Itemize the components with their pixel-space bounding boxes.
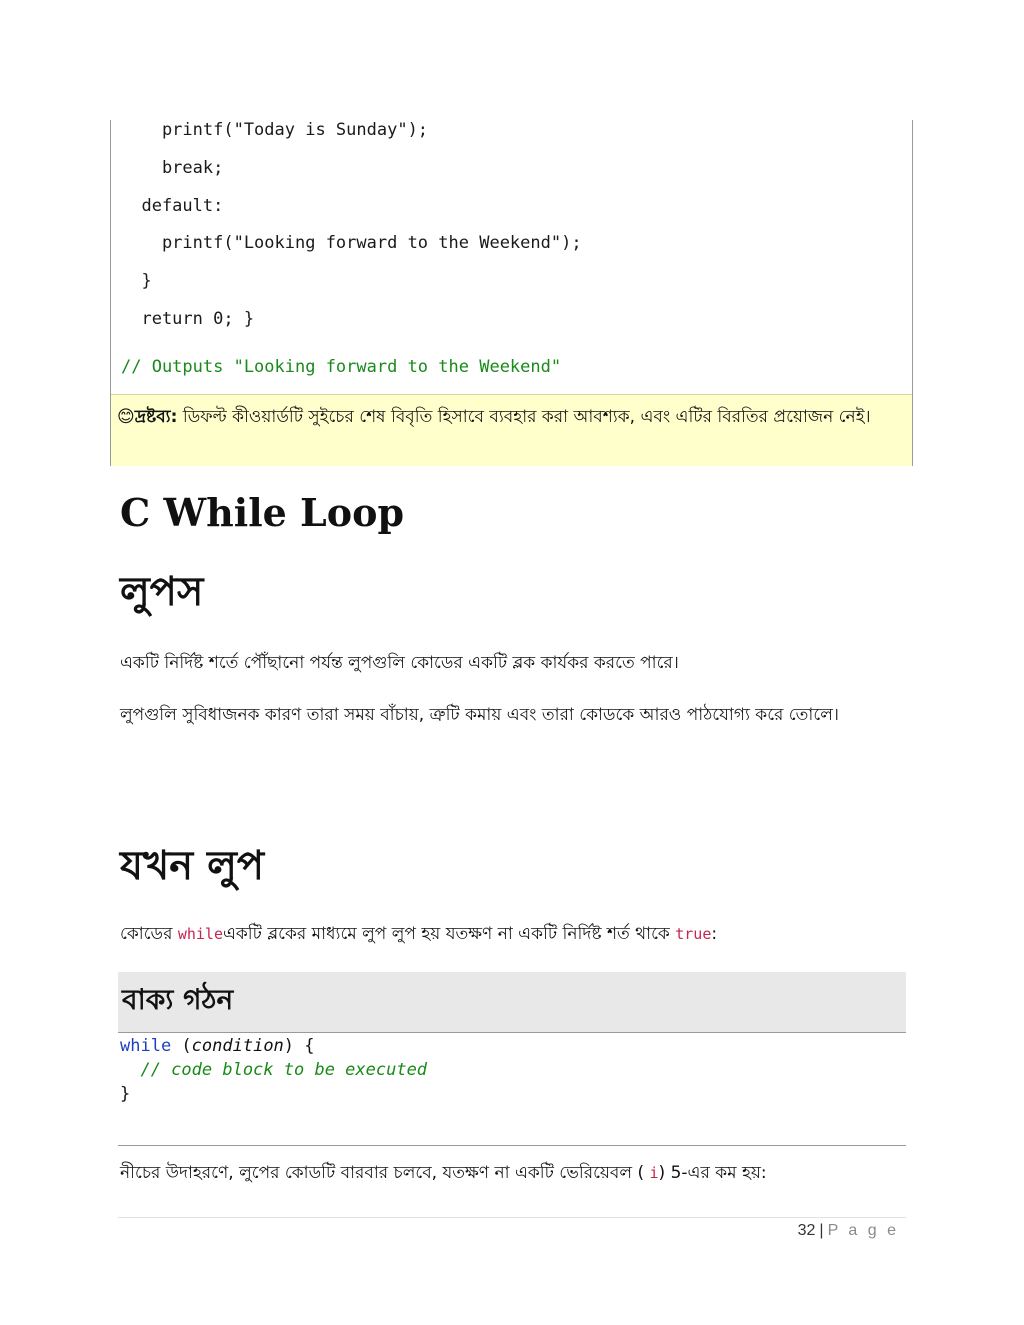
- code-line: printf("Today is Sunday");: [121, 120, 429, 140]
- syntax-comment: // code block to be executed: [120, 1060, 428, 1080]
- heading-while-loop: যখন লুপ: [120, 843, 265, 889]
- page-label: P a g e: [827, 1222, 899, 1239]
- page-footer: [798, 1222, 899, 1240]
- syntax-close-paren: ) {: [283, 1036, 315, 1056]
- example-pre: নীচের উদাহরণে, লুপের কোডটি বারবার চলবে, যতক্ষণ না একটি ভেরিয়েবল (: [120, 1163, 650, 1183]
- syntax-open-paren: (: [171, 1036, 192, 1056]
- paragraph-while-desc: [120, 919, 886, 949]
- while-keyword: while: [177, 925, 223, 943]
- smiley-icon: 😊: [117, 407, 135, 427]
- code-line: default:: [121, 196, 224, 216]
- code-box: [110, 120, 913, 466]
- paragraph-example: [120, 1158, 886, 1188]
- code-line: printf("Looking forward to the Weekend");: [121, 233, 582, 253]
- syntax-header-bar: [118, 972, 906, 1033]
- footer-rule: [118, 1217, 906, 1218]
- divider: [118, 1145, 906, 1146]
- syntax-title: বাক্য গঠন: [122, 983, 234, 1016]
- paragraph-loops-2: লুপগুলি সুবিধাজনক কারণ তারা সময় বাঁচায়, ত্রুটি কমায় এবং তারা কোডকে আরও পাঠযোগ্য করে তোলে।: [120, 705, 839, 725]
- variable-i: i: [649, 1164, 659, 1182]
- syntax-line-1: [120, 1036, 315, 1056]
- paragraph-loops-1: একটি নির্দিষ্ট শর্তে পৌঁছানো পর্যন্ত লুপগুলি কোডের একটি ব্লক কার্যকর করতে পারে।: [120, 653, 679, 673]
- code-line: return 0; }: [121, 309, 255, 329]
- while-desc-pre: কোডের: [120, 924, 178, 944]
- code-line: }: [121, 271, 152, 291]
- while-desc-post: :: [711, 924, 718, 944]
- note-body: ডিফল্ট কীওয়ার্ডটি সুইচের শেষ বিবৃতি হিসাবে ব্যবহার করা আবশ্যক, এবং এটির বিরতির প্রয়োজন নেই।: [177, 407, 871, 427]
- footer-separator: |: [819, 1222, 824, 1239]
- example-post: ) 5-এর কম হয়:: [658, 1163, 767, 1183]
- heading-loops: লুপস: [120, 569, 204, 615]
- note-box: [111, 394, 912, 466]
- true-keyword: true: [675, 925, 712, 943]
- section-title: C While Loop: [120, 490, 405, 535]
- while-desc-mid: একটি ব্লকের মাধ্যমে লুপ লুপ হয় যতক্ষণ না একটি নির্দিষ্ট শর্ত থাকে: [222, 924, 676, 944]
- syntax-while-keyword: while: [120, 1036, 172, 1056]
- note-text: [117, 403, 887, 431]
- code-line: break;: [121, 158, 224, 178]
- note-label: দ্রষ্টব্য:: [134, 407, 178, 427]
- page-number: 32: [797, 1222, 816, 1239]
- code-comment: // Outputs "Looking forward to the Weekend": [121, 357, 562, 377]
- syntax-closing-brace: }: [120, 1084, 131, 1104]
- syntax-condition: condition: [191, 1036, 284, 1056]
